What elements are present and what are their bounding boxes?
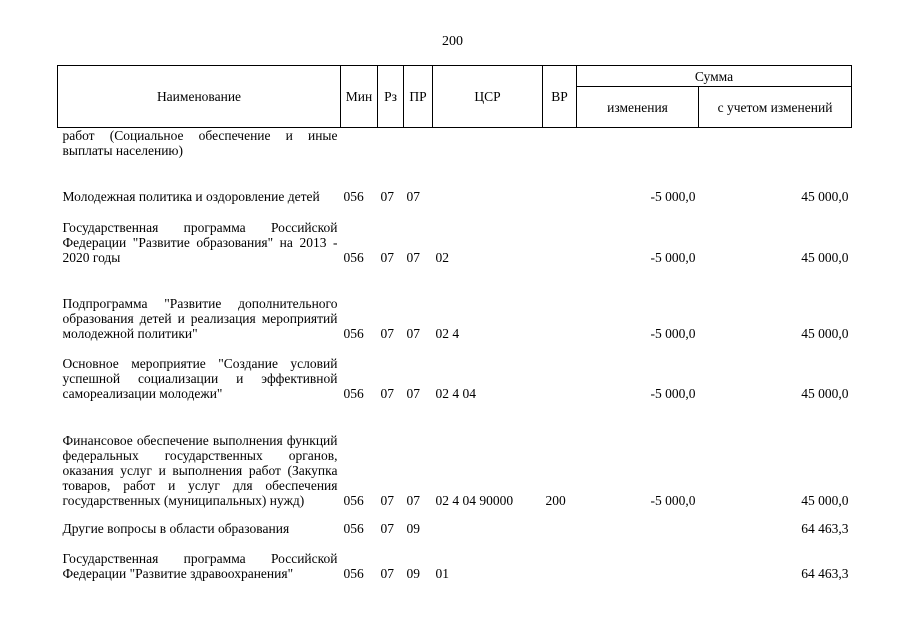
- row-change: [577, 536, 699, 581]
- table-row: [58, 536, 852, 581]
- row-csr: 01: [435, 566, 449, 581]
- row-rz: 07: [380, 189, 394, 204]
- table-row: [58, 401, 852, 508]
- row-name: Подпрограмма "Развитие дополнительного образования детей и реализация мероприятий молодежной политики": [62, 296, 338, 341]
- row-total: 45 000,0: [801, 189, 849, 204]
- row-pr: 09: [406, 521, 420, 536]
- row-min: 056: [343, 326, 364, 341]
- row-min: 056: [343, 189, 364, 204]
- row-total: 45 000,0: [801, 250, 849, 265]
- header-csr: ЦСР: [433, 66, 543, 128]
- header-vr: ВР: [543, 66, 577, 128]
- row-min: 056: [343, 386, 364, 401]
- row-csr: 02 4 04 90000: [435, 493, 514, 508]
- page-number: 200: [442, 34, 463, 49]
- row-csr: 02 4 04: [435, 386, 476, 401]
- header-changes: изменения: [577, 87, 699, 128]
- row-total: 45 000,0: [801, 326, 849, 341]
- row-rz: 07: [380, 493, 394, 508]
- row-name: Государственная программа Российской Федерации "Развитие здравоохранения": [62, 551, 338, 581]
- row-name: Молодежная политика и оздоровление детей: [62, 189, 320, 204]
- header-with-changes: с учетом изменений: [699, 87, 852, 128]
- row-vr: [543, 536, 577, 581]
- row-pr: [404, 128, 433, 161]
- table-row: [58, 265, 852, 341]
- row-min: 056: [343, 493, 364, 508]
- table-row: [58, 128, 852, 161]
- row-pr: 07: [406, 250, 420, 265]
- row-total: [699, 128, 852, 161]
- row-min: [341, 128, 378, 161]
- row-min: 056: [343, 521, 364, 536]
- row-name: работ (Социальное обеспечение и иные выплаты населению): [62, 128, 338, 158]
- header-name: Наименование: [58, 66, 341, 128]
- row-vr: 200: [545, 493, 566, 508]
- row-csr: [433, 160, 543, 204]
- row-vr: [543, 265, 577, 341]
- row-vr: [543, 341, 577, 401]
- row-min: 056: [343, 250, 364, 265]
- row-change: -5 000,0: [650, 326, 696, 341]
- header-sum: Сумма: [577, 66, 852, 87]
- row-change: -5 000,0: [650, 493, 696, 508]
- header-rz: Рз: [378, 66, 404, 128]
- row-pr: 07: [406, 386, 420, 401]
- table-body: [58, 128, 852, 582]
- row-vr: [543, 128, 577, 161]
- row-vr: [543, 204, 577, 265]
- header-pr: ПР: [404, 66, 433, 128]
- row-rz: [378, 128, 404, 161]
- row-csr: [433, 128, 543, 161]
- row-change: -5 000,0: [650, 189, 696, 204]
- row-total: 64 463,3: [801, 521, 849, 536]
- row-name: Финансовое обеспечение выполнения функций федеральных государственных органов, оказания услуг и выполнения работ (Закупка товаров, работ и услуг для обеспечения государственных (муниципальных) нужд): [62, 433, 338, 508]
- row-pr: 07: [406, 189, 420, 204]
- row-name: Основное мероприятие "Создание условий успешной социализации и эффективной самореализации молодежи": [62, 356, 338, 401]
- table-row: [58, 508, 852, 536]
- row-csr: 02 4: [435, 326, 460, 341]
- table-header: [58, 66, 852, 128]
- row-change: -5 000,0: [650, 250, 696, 265]
- row-rz: 07: [380, 386, 394, 401]
- row-pr: 09: [406, 566, 420, 581]
- row-rz: 07: [380, 521, 394, 536]
- row-total: 64 463,3: [801, 566, 849, 581]
- row-total: 45 000,0: [801, 493, 849, 508]
- row-rz: 07: [380, 566, 394, 581]
- header-min: Мин: [341, 66, 378, 128]
- row-change: [577, 128, 699, 161]
- row-csr: [433, 508, 543, 536]
- row-vr: [543, 508, 577, 536]
- row-rz: 07: [380, 250, 394, 265]
- row-vr: [543, 160, 577, 204]
- row-change: -5 000,0: [650, 386, 696, 401]
- row-change: [577, 508, 699, 536]
- row-rz: 07: [380, 326, 394, 341]
- row-min: 056: [343, 566, 364, 581]
- row-name: Другие вопросы в области образования: [62, 521, 290, 536]
- table-row: [58, 341, 852, 401]
- table-row: [58, 160, 852, 204]
- table-row: [58, 204, 852, 265]
- budget-table: [57, 65, 852, 581]
- row-pr: 07: [406, 493, 420, 508]
- row-total: 45 000,0: [801, 386, 849, 401]
- row-csr: 02: [435, 250, 449, 265]
- row-pr: 07: [406, 326, 420, 341]
- row-name: Государственная программа Российской Федерации "Развитие образования" на 2013 - 2020 годы: [62, 220, 338, 265]
